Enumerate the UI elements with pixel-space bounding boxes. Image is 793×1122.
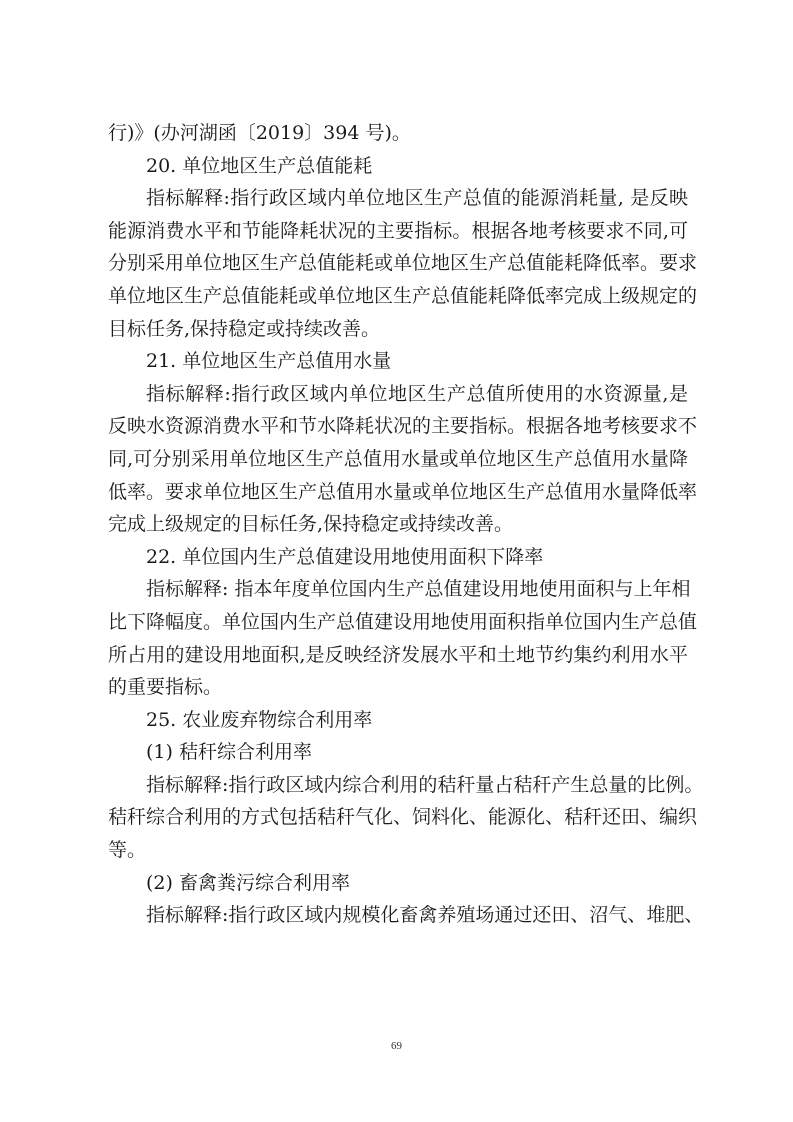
- text-line: 反映水资源消费水平和节水降耗状况的主要指标。根据各地考核要求不: [108, 415, 698, 438]
- text-line: 同,可分别采用单位地区生产总值用水量或单位地区生产总值用水量降: [108, 447, 688, 470]
- text-line: 分别采用单位地区生产总值能耗或单位地区生产总值能耗降低率。要求: [108, 252, 698, 275]
- text-line: 等。: [108, 839, 147, 862]
- text-line: 指标解释:指行政区域内综合利用的秸秆量占秸秆产生总量的比例。: [146, 773, 704, 796]
- text-line: 秸秆综合利用的方式包括秸秆气化、饲料化、能源化、秸秆还田、编织: [108, 806, 698, 829]
- text-line: 22. 单位国内生产总值建设用地使用面积下降率: [146, 545, 544, 568]
- text-line: 指标解释:指行政区域内单位地区生产总值所使用的水资源量,是: [146, 382, 688, 405]
- text-line: (1) 秸秆综合利用率: [146, 741, 312, 764]
- text-line: 单位地区生产总值能耗或单位地区生产总值能耗降低率完成上级规定的: [108, 284, 698, 307]
- text-line: 21. 单位地区生产总值用水量: [146, 350, 392, 373]
- text-line: 25. 农业废弃物综合利用率: [146, 708, 373, 731]
- text-line: 行)》(办河湖函〔2019〕394 号)。: [108, 122, 411, 144]
- page-number: 69: [391, 1040, 402, 1052]
- text-line: 20. 单位地区生产总值能耗: [146, 154, 373, 177]
- body-text: [108, 117, 704, 932]
- text-line: 的重要指标。: [108, 676, 223, 699]
- text-line: 低率。要求单位地区生产总值用水量或单位地区生产总值用水量降低率: [108, 480, 698, 503]
- text-line: (2) 畜禽粪污综合利用率: [146, 871, 350, 894]
- text-line: 指标解释:指行政区域内单位地区生产总值的能源消耗量, 是反映: [146, 187, 688, 210]
- text-line: 能源消费水平和节能降耗状况的主要指标。根据各地考核要求不同,可: [108, 219, 688, 242]
- text-line: 比下降幅度。单位国内生产总值建设用地使用面积指单位国内生产总值: [108, 610, 698, 633]
- text-line: 目标任务,保持稳定或持续改善。: [108, 317, 381, 340]
- text-line: 指标解释:指行政区域内规模化畜禽养殖场通过还田、沼气、堆肥、: [146, 904, 704, 927]
- text-line: 完成上级规定的目标任务,保持稳定或持续改善。: [108, 513, 514, 536]
- text-line: 所占用的建设用地面积,是反映经济发展水平和土地节约集约利用水平: [108, 643, 688, 666]
- text-line: 指标解释: 指本年度单位国内生产总值建设用地使用面积与上年相: [146, 578, 691, 601]
